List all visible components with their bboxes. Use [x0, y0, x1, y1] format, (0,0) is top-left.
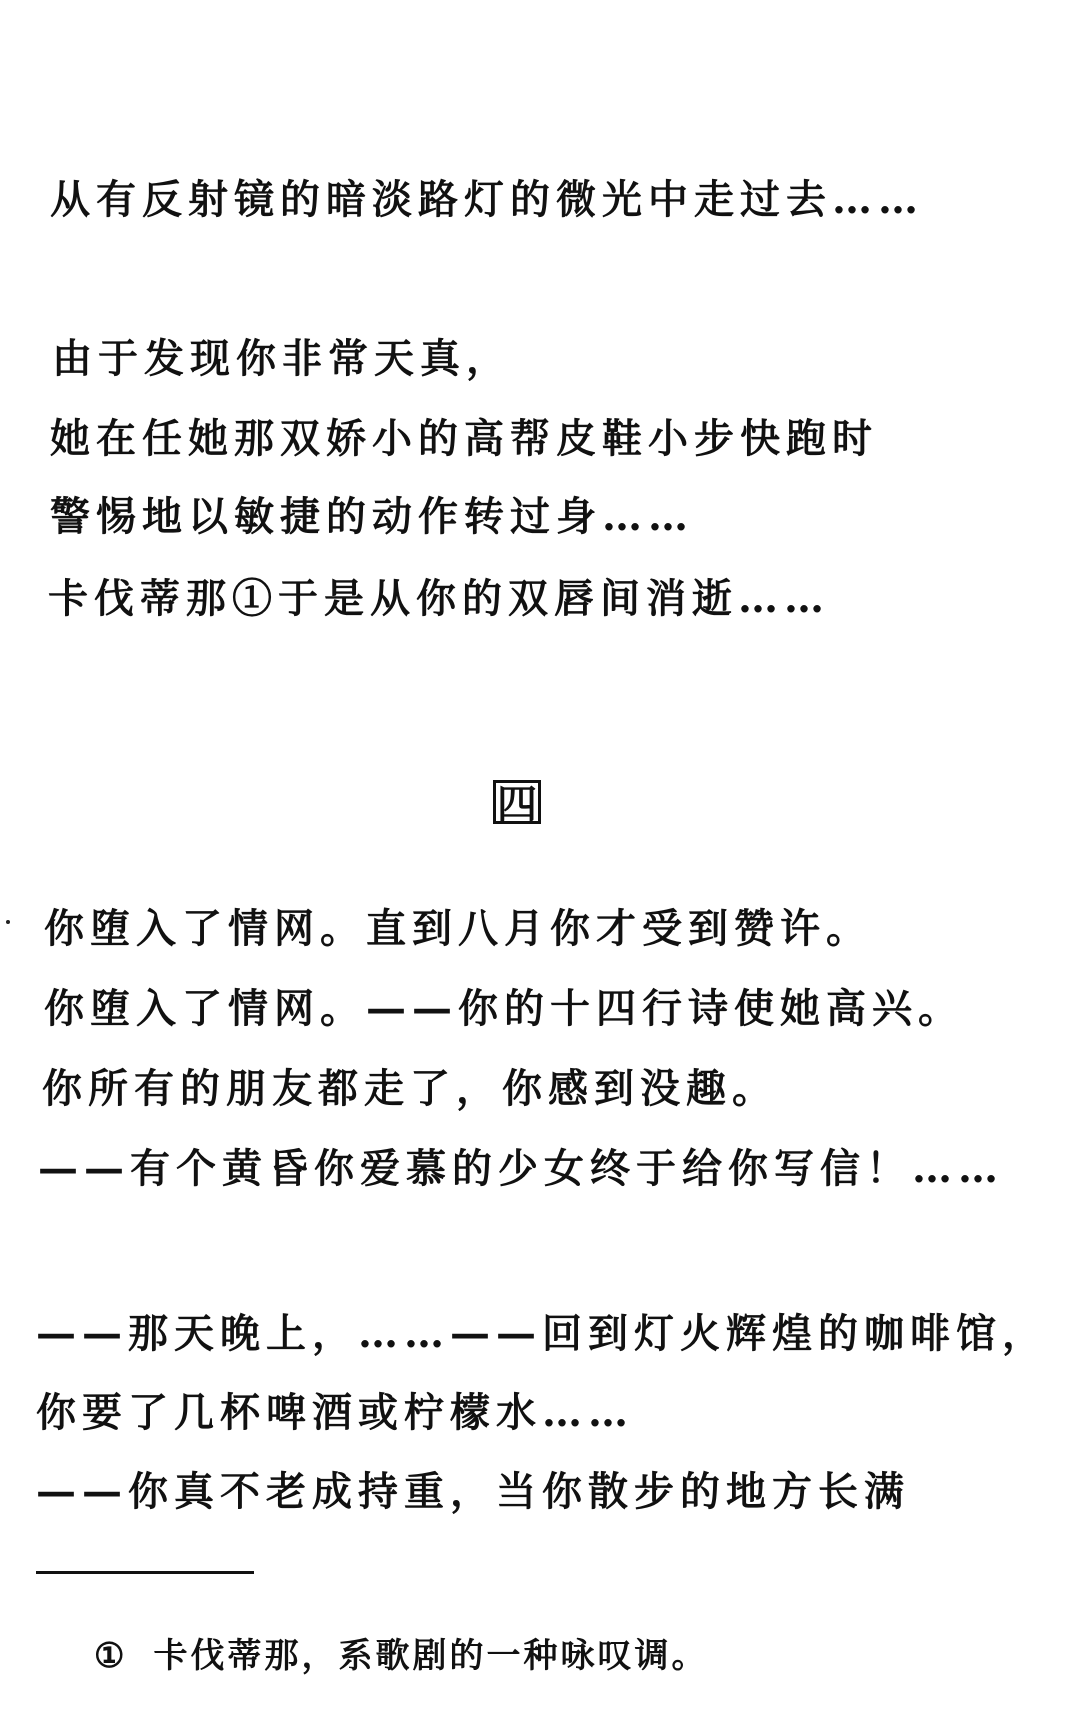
footnote-rule — [36, 1571, 254, 1574]
poem-line: 警惕地以敏捷的动作转过身…… — [50, 493, 694, 540]
poem-line: 你堕入了情网。直到八月你才受到赞许。 — [44, 905, 872, 952]
poem-line: 你所有的朋友都走了，你感到没趣。 — [42, 1065, 778, 1112]
section-heading: 四 — [493, 780, 541, 824]
poem-line: ——有个黄昏你爱慕的少女终于给你写信！…… — [38, 1145, 1004, 1192]
poem-line: 你要了几杯啤酒或柠檬水…… — [36, 1389, 634, 1436]
poem-line: 她在任她那双娇小的高帮皮鞋小步快跑时 — [50, 415, 878, 462]
poem-line: 由于发现你非常天真， — [52, 335, 512, 382]
scan-speck — [6, 920, 10, 924]
footnote-marker: ① — [94, 1636, 128, 1676]
footnote-text: 卡伐蒂那，系歌剧的一种咏叹调。 — [153, 1636, 709, 1676]
poem-line: ——你真不老成持重，当你散步的地方长满 — [36, 1468, 910, 1515]
poem-line: ——那天晚上，……——回到灯火辉煌的咖啡馆， — [36, 1310, 1048, 1357]
poem-line: 卡伐蒂那①于是从你的双唇间消逝…… — [48, 575, 830, 622]
poem-line: 你堕入了情网。——你的十四行诗使她高兴。 — [44, 985, 964, 1032]
footnote — [94, 1636, 708, 1676]
poem-line: 从有反射镜的暗淡路灯的微光中走过去…… — [50, 176, 924, 223]
